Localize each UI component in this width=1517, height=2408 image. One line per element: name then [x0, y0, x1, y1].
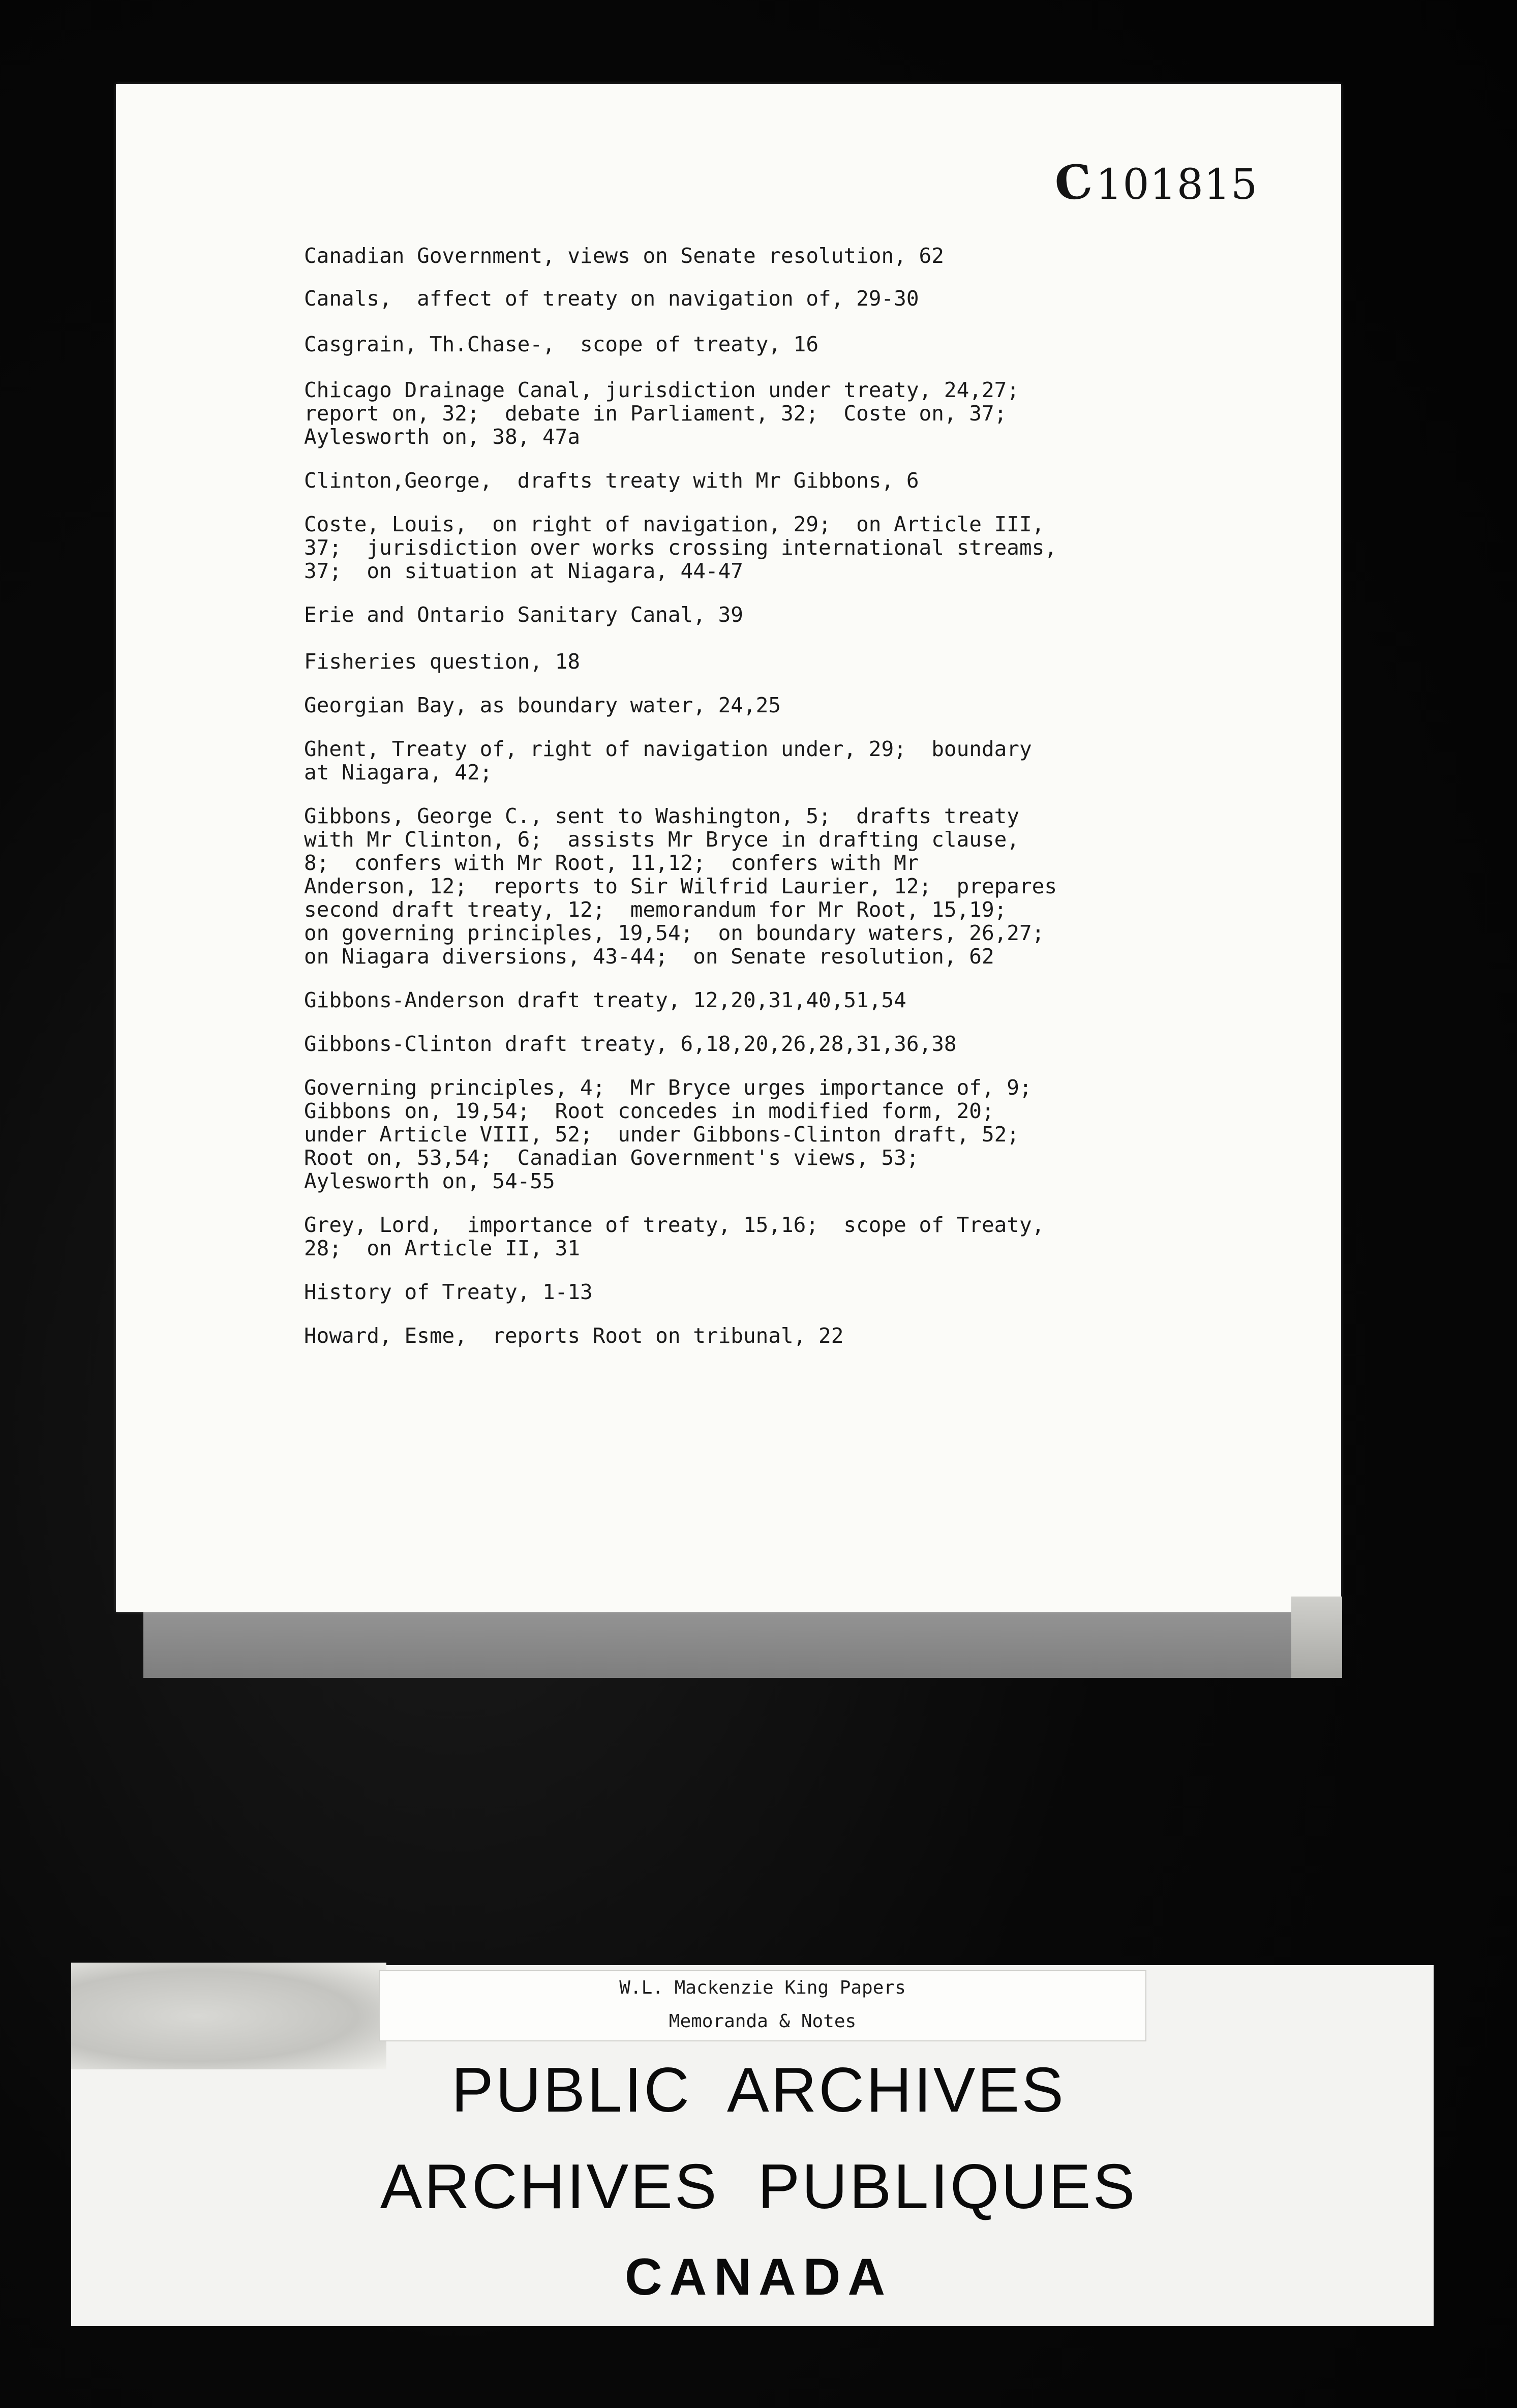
index-entry — [304, 1280, 1300, 1304]
index-entry-line: with Mr Clinton, 6; assists Mr Bryce in drafting clause, — [304, 827, 1019, 852]
index-entries — [304, 224, 1300, 1347]
index-entry-line: Fisheries question, 18 — [304, 649, 581, 674]
index-entry — [304, 694, 1300, 717]
index-entry-line: Ghent, Treaty of, right of navigation under, 29; boundary — [304, 737, 1032, 761]
index-entry — [304, 513, 1300, 583]
index-entry — [304, 1324, 1300, 1347]
index-entry-line: on governing principles, 19,54; on boundary waters, 26,27; — [304, 921, 1045, 945]
series-name: Memoranda & Notes — [669, 2011, 857, 2032]
stamp-number: 101815 — [1096, 161, 1258, 209]
index-entry — [304, 804, 1300, 968]
index-entry-line: Erie and Ontario Sanitary Canal, 39 — [304, 603, 743, 627]
collection-name: W.L. Mackenzie King Papers — [619, 1977, 906, 1998]
archive-title-fr: ARCHIVES PUBLIQUES — [380, 2152, 1137, 2222]
index-entry — [304, 244, 1300, 267]
index-entry — [304, 603, 1300, 626]
archive-stamp-number — [1052, 153, 1258, 212]
index-entry-line: on Niagara diversions, 43-44; on Senate resolution, 62 — [304, 944, 994, 969]
archive-title-en: PUBLIC ARCHIVES — [451, 2055, 1066, 2125]
index-entry-line: Georgian Bay, as boundary water, 24,25 — [304, 693, 781, 717]
index-entry-line: Anderson, 12; reports to Sir Wilfrid Laurier, 12; prepares — [304, 874, 1057, 898]
index-entry-line: Canadian Government, views on Senate resolution, 62 — [304, 244, 944, 268]
index-entry-line: second draft treaty, 12; memorandum for Mr Root, 15,19; — [304, 897, 1007, 922]
index-entry-line: Canals, affect of treaty on navigation of, 29-30 — [304, 286, 919, 311]
index-entry-line: Gibbons, George C., sent to Washington, 5; drafts treaty — [304, 804, 1019, 828]
index-entry-line: 28; on Article II, 31 — [304, 1236, 581, 1260]
index-entry — [304, 1032, 1300, 1056]
index-entry-line: 37; jurisdiction over works crossing international streams, — [304, 535, 1057, 560]
index-entry-line: Howard, Esme, reports Root on tribunal, 22 — [304, 1323, 844, 1348]
collection-tag — [379, 1970, 1146, 2041]
index-entry-line: Aylesworth on, 38, 47a — [304, 425, 581, 449]
index-entry — [304, 469, 1300, 492]
index-entry-line: Casgrain, Th.Chase-, scope of treaty, 16 — [304, 332, 819, 356]
index-entry-line: 8; confers with Mr Root, 11,12; confers with Mr — [304, 851, 919, 875]
index-entry-line: Chicago Drainage Canal, jurisdiction under treaty, 24,27; — [304, 378, 1019, 402]
index-entry — [304, 650, 1300, 673]
page-fold — [1291, 1597, 1342, 1678]
index-entry — [304, 287, 1300, 310]
label-torn-corner — [71, 1963, 386, 2069]
index-entry-line: History of Treaty, 1-13 — [304, 1280, 593, 1304]
index-entry-line: Aylesworth on, 54-55 — [304, 1169, 555, 1193]
index-entry-line: Governing principles, 4; Mr Bryce urges importance of, 9; — [304, 1075, 1032, 1100]
index-entry — [304, 988, 1300, 1012]
index-entry — [304, 1213, 1300, 1260]
index-entry-line: 37; on situation at Niagara, 44-47 — [304, 559, 743, 583]
archive-country: CANADA — [625, 2248, 892, 2306]
index-entry — [304, 737, 1300, 784]
index-entry-line: report on, 32; debate in Parliament, 32; Coste on, 37; — [304, 401, 1007, 426]
index-entry-line: Root on, 53,54; Canadian Government's views, 53; — [304, 1146, 919, 1170]
index-entry-line: at Niagara, 42; — [304, 760, 493, 785]
index-entry-line: Gibbons-Clinton draft treaty, 6,18,20,26,28,31,36,38 — [304, 1032, 957, 1056]
index-entry-line: Coste, Louis, on right of navigation, 29; on Article III, — [304, 512, 1045, 536]
index-entry-line: Gibbons on, 19,54; Root concedes in modified form, 20; — [304, 1099, 994, 1123]
stamp-c-mark: C — [1052, 153, 1096, 212]
index-entry — [304, 1076, 1300, 1193]
index-entry-line: Grey, Lord, importance of treaty, 15,16; scope of Treaty, — [304, 1213, 1045, 1237]
index-entry-line: Gibbons-Anderson draft treaty, 12,20,31,40,51,54 — [304, 988, 906, 1012]
index-entry-line: under Article VIII, 52; under Gibbons-Clinton draft, 52; — [304, 1122, 1019, 1147]
index-entry — [304, 333, 1300, 356]
index-entry-line: Clinton,George, drafts treaty with Mr Gibbons, 6 — [304, 468, 919, 493]
index-entry — [304, 378, 1300, 448]
